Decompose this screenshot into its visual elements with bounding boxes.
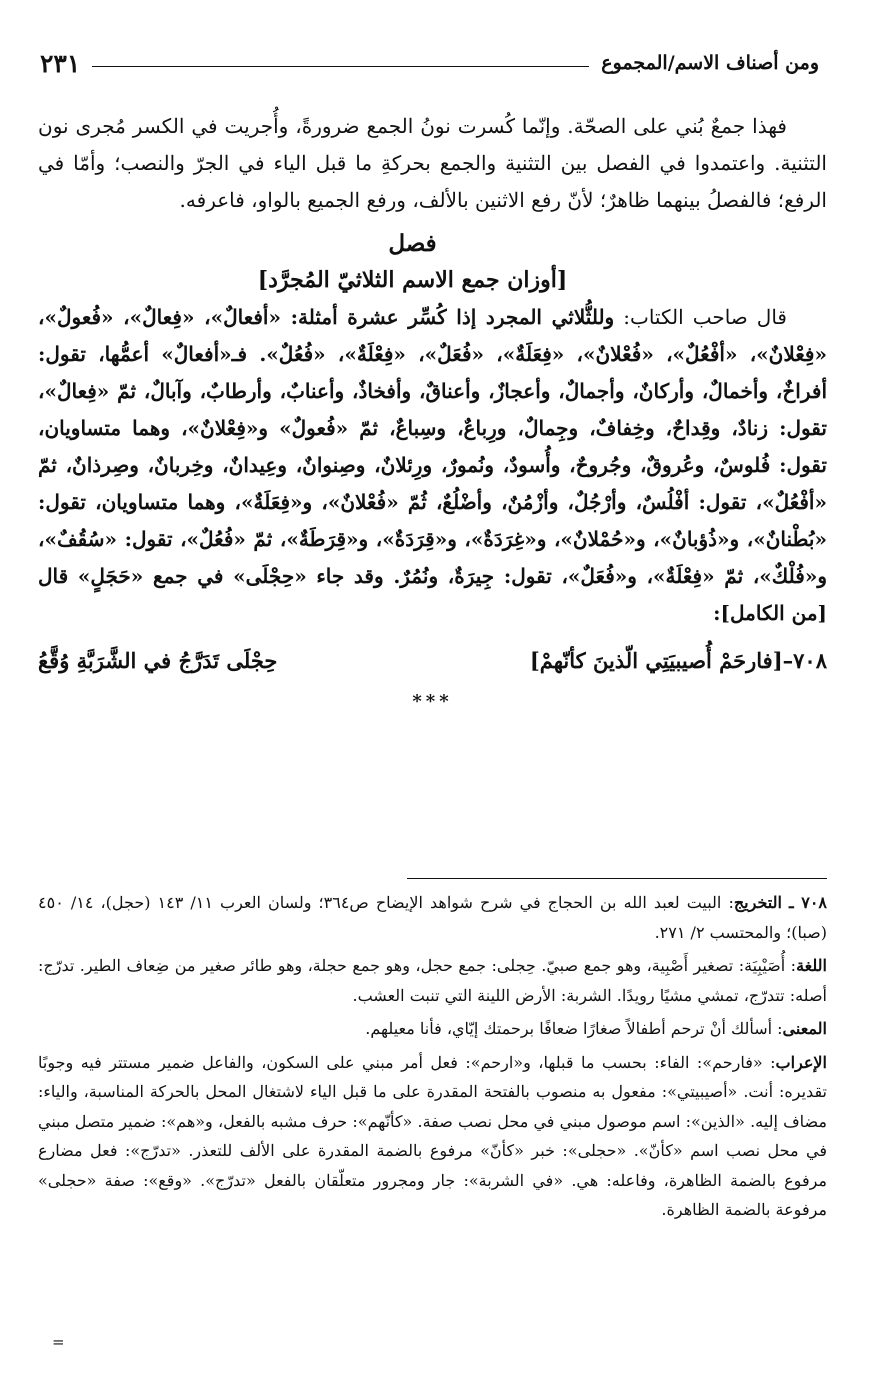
maana-text: : أسألك أنْ ترحم أطفالاً صغارًا ضعافًا برحمتك إيّاي، فأنا معيلهم. — [365, 1019, 783, 1038]
page-number: ٢٣١ — [40, 48, 81, 78]
footnote-lugha — [38, 951, 827, 1010]
section-subtitle: [أوزان جمع الاسم الثلاثيّ المُجرَّد] — [257, 267, 568, 293]
lugha-label: اللغة — [796, 956, 827, 975]
section-ornament: *** — [412, 691, 453, 712]
footnote-maana — [38, 1014, 827, 1044]
irab-label: الإعراب — [775, 1052, 827, 1072]
lugha-text: : أُصَيْبِيَة: تصغير أَصْبِية، وهو جمع صبيّ. حِجلى: جمع حجل، وهو جمع حجلة، وهو طائر صغير من ضِعاف الطير. تدرّج: أصله: تتدرّج، تمشي مشيًا رويدًا. الشربة: الأرض اللينة التي تنبت العشب. — [38, 956, 827, 1005]
verse-number: ٧٠٨– — [782, 648, 827, 673]
verse-second-hemistich: حِجْلَى تَدَرَّجُ في الشَّرَبَّةِ وُقَّعُ — [38, 648, 278, 673]
running-title: ومن أصناف الاسم/المجموع — [601, 52, 819, 74]
verse-first-part — [530, 642, 827, 679]
paragraph-2 — [38, 299, 827, 632]
author-quote-intro: قال صاحب الكتاب: — [614, 305, 787, 329]
continuation-mark: = — [52, 1333, 65, 1351]
maana-label: المعنى — [782, 1019, 827, 1038]
footnotes — [38, 888, 827, 1229]
running-head — [40, 46, 819, 80]
takhrij-label: التخريج — [733, 893, 782, 912]
footnote-takhrij — [38, 888, 827, 947]
poem-verse — [38, 642, 827, 679]
takhrij-number: ٧٠٨ ـ — [789, 893, 828, 912]
footnote-rule — [407, 878, 827, 879]
author-quote-text: وللثُّلاثي المجرد إذا كُسِّر عشرة أمثلة: «أفعالٌ»، «فِعالٌ»، «فُعولٌ»، «فِعْلانٌ»، «أفْعُلٌ»، «فُعْلانٌ»، «فِعَلَةٌ»، «فُعَلٌ»، «فِعْلَةٌ»، «فُعُلٌ». فـ«أفعالٌ» أعمُّها، تقول: أفراخٌ، وأخمالٌ، وأركانٌ، وأجمالٌ، وأعجازٌ، وأعناقٌ، وأفخاذٌ، وأعنابٌ، وأرطابٌ، وآبالٌ، ثمّ «فِعالٌ»، تقول: زنادٌ، وقِداحٌ، وخِفافٌ، وجِمالٌ، ورِباعٌ، وسِباعٌ، ثمّ «فُعولٌ» و«فِعْلانٌ»، وهما متساويان، تقول: فُلوسٌ، وعُروقٌ، وجُروحٌ، وأُسودٌ، ونُمورٌ، ورِئلانٌ، وصِنوانٌ، وعِيدانٌ، وخِربانٌ، وصِرذانٌ، ثمّ «أفْعُلٌ»، تقول: أفْلُسٌ، وأرْجُلٌ، وأزْمُنٌ، وأضْلُعٌ، ثُمّ «فُعْلانٌ»، و«فِعَلَةٌ»، وهما متساويان، تقول: «بُطْنانٌ»، و«ذُؤبانٌ»، و«حُمْلانٌ»، و«غِرَدَةٌ»، و«قِرَدَةٌ»، و«قِرَطَةٌ»، ثمّ «فُعُلٌ»، تقول: «سُقُفٌ»، و«فُلْكٌ»، ثمّ «فِعْلَةٌ»، و«فُعَلٌ»، تقول: جِيرَةٌ، ونُمُرٌ. وقد جاء «حِجْلَى» في جمع «حَجَلٍ» قال [من الكامل]: — [38, 305, 827, 625]
paragraph-1: فهذا جمعٌ بُني على الصحّة. وإنّما كُسرت نونُ الجمع ضرورةً، وأُجريت في الكسر مُجرى نون التثنية. واعتمدوا في الفصل بين التثنية والجمع بحركةِ ما قبل الياء في الجرّ والنصب؛ وأمّا في الرفع؛ فالفصلُ بينهما ظاهرٌ؛ لأنّ رفع الاثنين بالألف، ورفع الجميع بالواو، فاعرفه. — [38, 114, 827, 212]
header-rule — [92, 66, 589, 67]
main-text — [38, 108, 827, 720]
section-title: فصل — [388, 230, 437, 257]
verse-first-hemistich: [فارحَمْ أُصيبيَتِي الّذينَ كأنّهمْ] — [529, 648, 783, 673]
footnote-irab — [38, 1048, 827, 1225]
takhrij-text: : البيت لعبد الله بن الحجاج في شرح شواهد الإيضاح ص٣٦٤؛ ولسان العرب ١١/ ١٤٣ (حجل)، ١٤/ ٤٥٠ (صبا)؛ والمحتسب ٢/ ٢٧١. — [38, 893, 827, 942]
irab-text: : «فارحم»: الفاء: بحسب ما قبلها، و«ارحم»: فعل أمر مبني على السكون، والفاعل ضمير مستتر فيه وجوبًا تقديره: أنت. «أصيبيتي»: مفعول به منصوب بالفتحة المقدرة على ما قبل الياء لاشتغال المحل بالحركة المناسبة، والياء: مضاف إليه. «الذين»: اسم موصول مبني في محل نصب صفة. «كأنّهم»: حرف مشبه بالفعل، و«هم»: ضمير متصل مبني في محل نصب اسم «كأنّ». «حجلى»: خبر «كأنّ» مرفوع بالضمة المقدرة على الألف للتعذر. «تدرّج»: فعل مضارع مرفوع بالضمة الظاهرة، وفاعله: هي. «في الشربة»: جار ومجرور متعلّقان بالفعل «تدرّج». «وقع»: صفة «حجلى» مرفوعة بالضمة الظاهرة. — [38, 1052, 827, 1219]
